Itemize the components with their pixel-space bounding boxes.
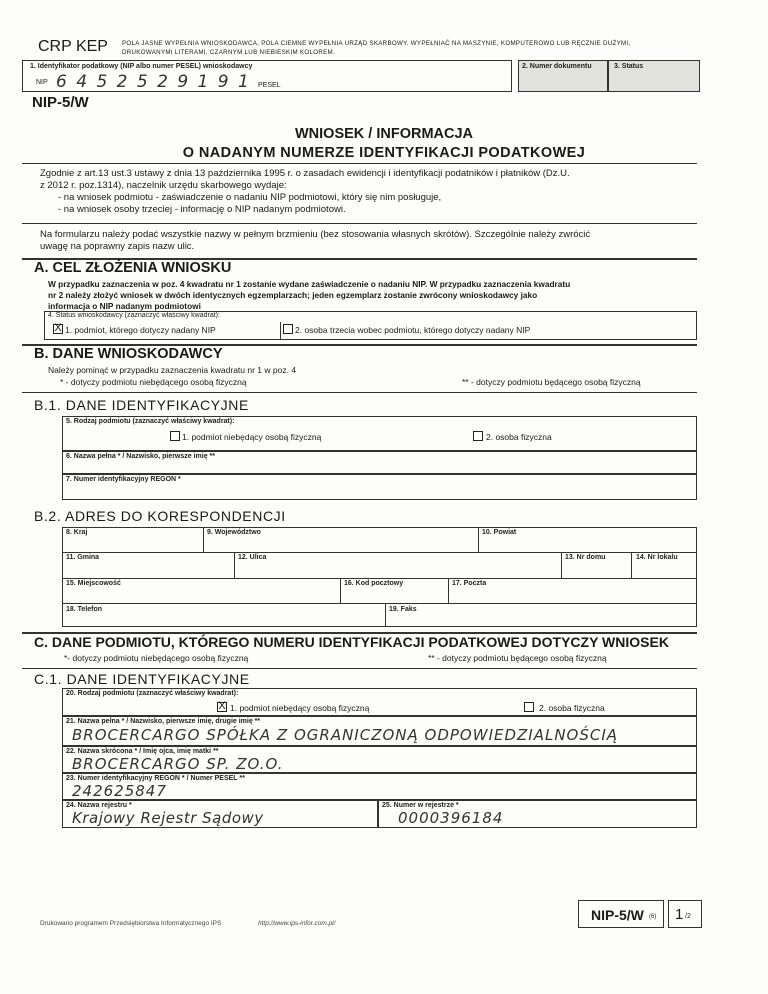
header-instruction-2: DRUKOWANYMI LITERAMI, CZARNYM LUB NIEBIESKIM KOLOREM.	[122, 49, 336, 56]
field-14-label: 14. Nr lokalu	[636, 554, 678, 561]
field-19-label: 19. Faks	[389, 606, 417, 613]
section-c-star-2: ** - dotyczy podmiotu będącego osobą fizyczną	[428, 653, 607, 663]
section-c-star-1: *- dotyczy podmiotu niebędącego osobą fizyczną	[64, 653, 249, 663]
field-23-label: 23. Numer identyfikacyjny REGON * / Numer PESEL **	[66, 775, 245, 782]
field-24-label: 24. Nazwa rejestru *	[66, 802, 132, 809]
field-12-label: 12. Ulica	[238, 554, 267, 561]
field-20-option-2-label: 2. osoba fizyczna	[539, 703, 605, 713]
section-b-note: Należy pominąć w przypadku zaznaczenia kwadratu nr 1 w poz. 4	[48, 365, 297, 375]
field-24-value: Krajowy Rejestr Sądowy	[72, 809, 264, 827]
field-11-label: 11. Gmina	[66, 554, 100, 561]
field-18-label: 18. Telefon	[66, 606, 103, 613]
field-8-label: 8. Kraj	[66, 529, 88, 536]
check-x-icon: X	[54, 322, 62, 334]
footer-form-code-box	[578, 900, 664, 928]
footer-url-text: http://www.ips-infor.com.pl/	[258, 920, 336, 927]
section-b-star-1: * - dotyczy podmiotu niebędącego osobą fizyczną	[60, 377, 247, 387]
field-20-option-1-checkbox[interactable]	[217, 702, 227, 712]
field-5-option-1-label: 1. podmiot niebędący osobą fizyczną	[182, 432, 322, 442]
field-23-value: 242625847	[72, 782, 167, 800]
legal-line-1: Zgodnie z art.13 ust.3 ustawy z dnia 13 października 1995 r. o zasadach ewidencji i identyfikacji podatników i płatników (Dz.U.	[40, 168, 570, 179]
section-b1-title: B.1. DANE IDENTYFIKACYJNE	[34, 397, 249, 413]
address-grid	[62, 527, 697, 627]
form-code: CRP KEP	[38, 38, 108, 55]
field-6-label: 6. Nazwa pełna * / Nazwisko, pierwsze imię **	[66, 453, 216, 460]
footer-url	[258, 920, 335, 927]
title-line-2: O NADANYM NUMERZE IDENTYFIKACJI PODATKOWEJ	[182, 145, 586, 161]
footer-publisher: Drukowano programem Przedsiębiorstwa Informatycznego IPS	[40, 920, 222, 927]
field-13-label: 13. Nr domu	[565, 554, 606, 561]
nip-label: NIP	[36, 79, 48, 86]
field-4-option-1-label: 1. podmiot, którego dotyczy nadany NIP	[65, 325, 216, 335]
section-a-desc-3: informacja o NIP nadanym podmiotowi	[48, 301, 201, 311]
legal-line-2: z 2012 r. poz.1314), naczelnik urzędu skarbowego wydaje:	[40, 180, 287, 191]
field-7-label: 7. Numer identyfikacyjny REGON *	[66, 476, 181, 483]
section-b-star-2: ** - dotyczy podmiotu będącego osobą fizyczną	[462, 377, 641, 387]
section-a-title: A. CEL ZŁOŻENIA WNIOSKU	[34, 260, 232, 276]
check-x-icon: X	[218, 700, 226, 712]
legal-line-4: - na wniosek osoby trzeciej - informację o NIP nadanym podmiotowi.	[58, 204, 346, 215]
field-10-label: 10. Powiat	[482, 529, 517, 536]
field-3-label: 3. Status	[614, 63, 644, 70]
notice-line-1: Na formularzu należy podać wszystkie nazwy w pełnym brzmieniu (bez stosowania własnych skrótów). Szczególnie należy zwrócić	[40, 229, 591, 240]
field-4-option-1-checkbox[interactable]	[53, 324, 63, 334]
pesel-label: PESEL	[258, 82, 281, 89]
field-5-label: 5. Rodzaj podmiotu (zaznaczyć właściwy kwadrat):	[66, 418, 235, 425]
field-5-option-2-label: 2. osoba fizyczna	[486, 432, 552, 442]
section-c1-title: C.1. DANE IDENTYFIKACYJNE	[34, 671, 250, 687]
field-2-label: 2. Numer dokumentu	[522, 63, 592, 70]
field-9-label: 9. Województwo	[207, 529, 261, 536]
field-5-option-2-checkbox[interactable]	[473, 431, 483, 441]
section-a-desc-1: W przypadku zaznaczenia w poz. 4 kwadratu nr 1 zostanie wydane zaświadczenie o nadaniu NIP. W przypadku zaznaczenia kwadratu	[48, 279, 571, 289]
field-17-label: 17. Poczta	[452, 580, 487, 587]
field-25-value: 0000396184	[398, 809, 504, 827]
field-21-value: BROCERCARGO SPÓŁKA Z OGRANICZONĄ ODPOWIEDZIALNOŚCIĄ	[72, 726, 619, 744]
field-22-value: BROCERCARGO SP. ZO.O.	[72, 755, 284, 773]
title-line-1: WNIOSEK / INFORMACJA	[294, 126, 474, 142]
section-c-title: C. DANE PODMIOTU, KTÓREGO NUMERU IDENTYFIKACJI PODATKOWEJ DOTYCZY WNIOSEK	[34, 634, 669, 650]
section-b2-title: B.2. ADRES DO KORESPONDENCJI	[34, 508, 286, 524]
field-16-label: 16. Kod pocztowy	[344, 580, 404, 587]
header-instruction-1: POLA JASNE WYPEŁNIA WNIOSKODAWCA, POLA CIEMNE WYPEŁNIA URZĄD SKARBOWY. WYPEŁNIAĆ NA MASZYNIE, KOMPUTEROWO LUB RĘCZNIE DUŻYMI,	[122, 40, 631, 47]
legal-line-3: - na wniosek podmiotu - zaświadczenie o nadaniu NIP podmiotowi, który się nim posługuje,	[58, 192, 442, 203]
field-4-option-2-label: 2. osoba trzecia wobec podmiotu, którego dotyczy nadany NIP	[295, 325, 531, 335]
field-20-option-1-label: 1. podmiot niebędący osobą fizyczną	[230, 703, 370, 713]
field-25-label: 25. Numer w rejestrze *	[382, 802, 459, 809]
nip-value: 6 4 5 2 5 2 9 1 9 1	[56, 72, 251, 92]
field-1-label: 1. Identyfikator podatkowy (NIP albo numer PESEL) wnioskodawcy	[30, 63, 253, 70]
field-4-label: 4. Status wnioskodawcy (zaznaczyć właściwy kwadrat):	[48, 312, 220, 319]
footer-version: (6)	[649, 914, 657, 920]
section-a-desc-2: nr 2 należy złożyć wniosek w dwóch identycznych egzemplarzach; jeden egzemplarz zostanie zwrócony wnioskodawcy jako	[48, 290, 538, 300]
footer-page: 1	[675, 906, 684, 923]
notice-line-2: uwagę na poprawny zapis nazw ulic.	[40, 241, 195, 252]
field-5-option-1-checkbox[interactable]	[170, 431, 180, 441]
field-20-label: 20. Rodzaj podmiotu (zaznaczyć właściwy kwadrat):	[66, 690, 239, 697]
field-20-option-2-checkbox[interactable]	[524, 702, 534, 712]
footer-page-total: /2	[685, 913, 691, 920]
field-22-label: 22. Nazwa skrócona * / Imię ojca, imię matki **	[66, 748, 219, 755]
field-4-option-2-checkbox[interactable]	[283, 324, 293, 334]
form-name: NIP-5/W	[32, 94, 89, 111]
footer-page-box	[668, 900, 702, 928]
section-b-title: B. DANE WNIOSKODAWCY	[34, 346, 223, 362]
field-15-label: 15. Miejscowość	[66, 580, 121, 587]
footer-form-code: NIP-5/W	[591, 907, 644, 923]
field-21-label: 21. Nazwa pełna * / Nazwisko, pierwsze imię, drugie imię **	[66, 718, 261, 725]
